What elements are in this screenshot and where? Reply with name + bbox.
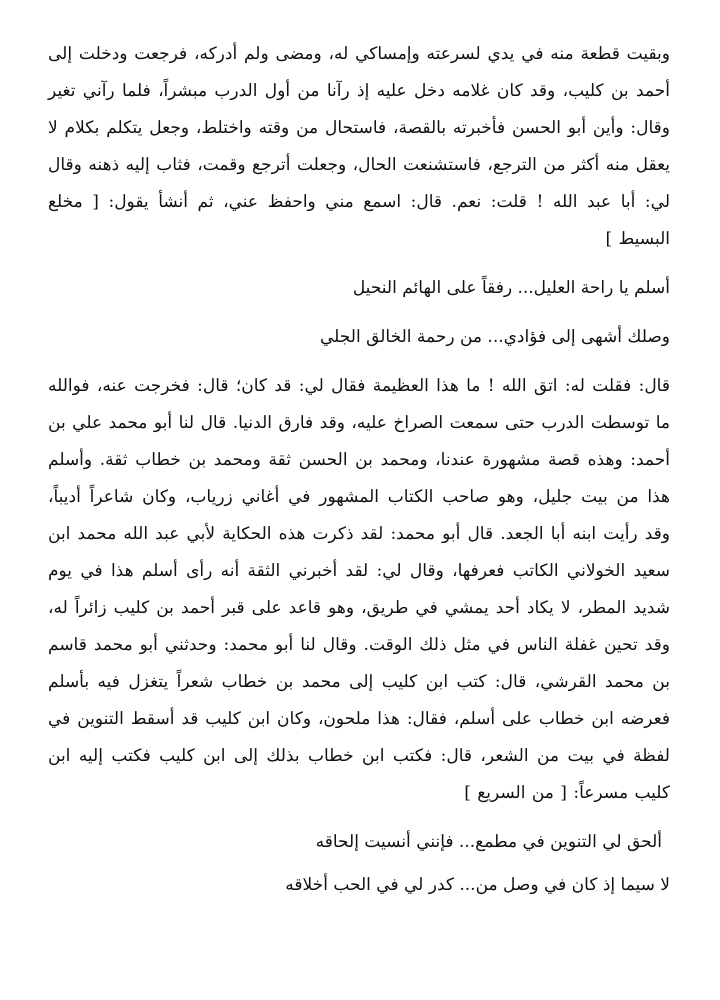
verse-line-3: ألحق لي التنوين في مطمع... فإنني أنسيت إلحاقه (315, 832, 662, 852)
document-page (48, 36, 670, 980)
verse-line-4: لا سيما إذ كان في وصل من... كدر لي في الحب أخلاقه (285, 875, 670, 895)
verse-line-1: أسلم يا راحة العليل... رفقاً على الهائم النحيل (352, 278, 670, 298)
paragraph-2: قال: فقلت له: اتق الله ! ما هذا العظيمة فقال لي: قد كان؛ قال: فخرجت عنه، فوالله ما توسطت الدرب حتى سمعت الصراخ عليه، وقد فارق الدنيا. قال لنا أبو محمد علي بن أحمد: وهذه قصة مشهورة عندنا، ومحمد بن الحسن ثقة ومحمد بن خطاب ثقة. وأسلم هذا من بيت جليل، وهو صاحب الكتاب المشهور في أغاني زرياب، وكان شاعراً أديباً، وقد رأيت ابنه أبا الجعد. قال أبو محمد: لقد ذكرت هذه الحكاية لأبي عبد الله محمد ابن سعيد الخولاني الكاتب فعرفها، وقال لي: لقد أخبرني الثقة أنه رأى أسلم هذا في يوم شديد المطر، لا يكاد أحد يمشي في طريق، وهو قاعد على قبر أحمد بن كليب زائراً له، وقد تحين غفلة الناس في مثل ذلك الوقت. وقال لنا أبو محمد: وحدثني أبو محمد قاسم بن محمد القرشي، قال: كتب ابن كليب إلى محمد بن خطاب شعراً يتغزل فيه بأسلم فعرضه ابن خطاب على أسلم، فقال: هذا ملحون، وكان ابن كليب قد أسقط التنوين في لفظة في بيت من الشعر، قال: فكتب ابن خطاب بذلك إلى ابن كليب فكتب إليه ابن كليب مسرعاً: [ من السريع ] (48, 376, 670, 803)
paragraph-1: وبقيت قطعة منه في يدي لسرعته وإمساكي له، ومضى ولم أدركه، فرجعت ودخلت إلى أحمد بن كليب، وقد كان غلامه دخل عليه إذ رآنا من أول الدرب مبشراً، فلما رآني تغير وقال: وأين أبو الحسن فأخبرته بالقصة، فاستحال من وقته واختلط، وجعل يتكلم بكلام لا يعقل منه أكثر من الترجع، فاستشنعت الحال، وجعلت أترجع وقمت، فثاب إليه ذهنه وقال لي: أبا عبد الله ! قلت: نعم. قال: اسمع مني واحفظ عني، ثم أنشأ يقول: [ مخلع البسيط ] (48, 44, 670, 249)
verse-line-2: وصلك أشهى إلى فؤادي... من رحمة الخالق الجلي (320, 327, 670, 347)
